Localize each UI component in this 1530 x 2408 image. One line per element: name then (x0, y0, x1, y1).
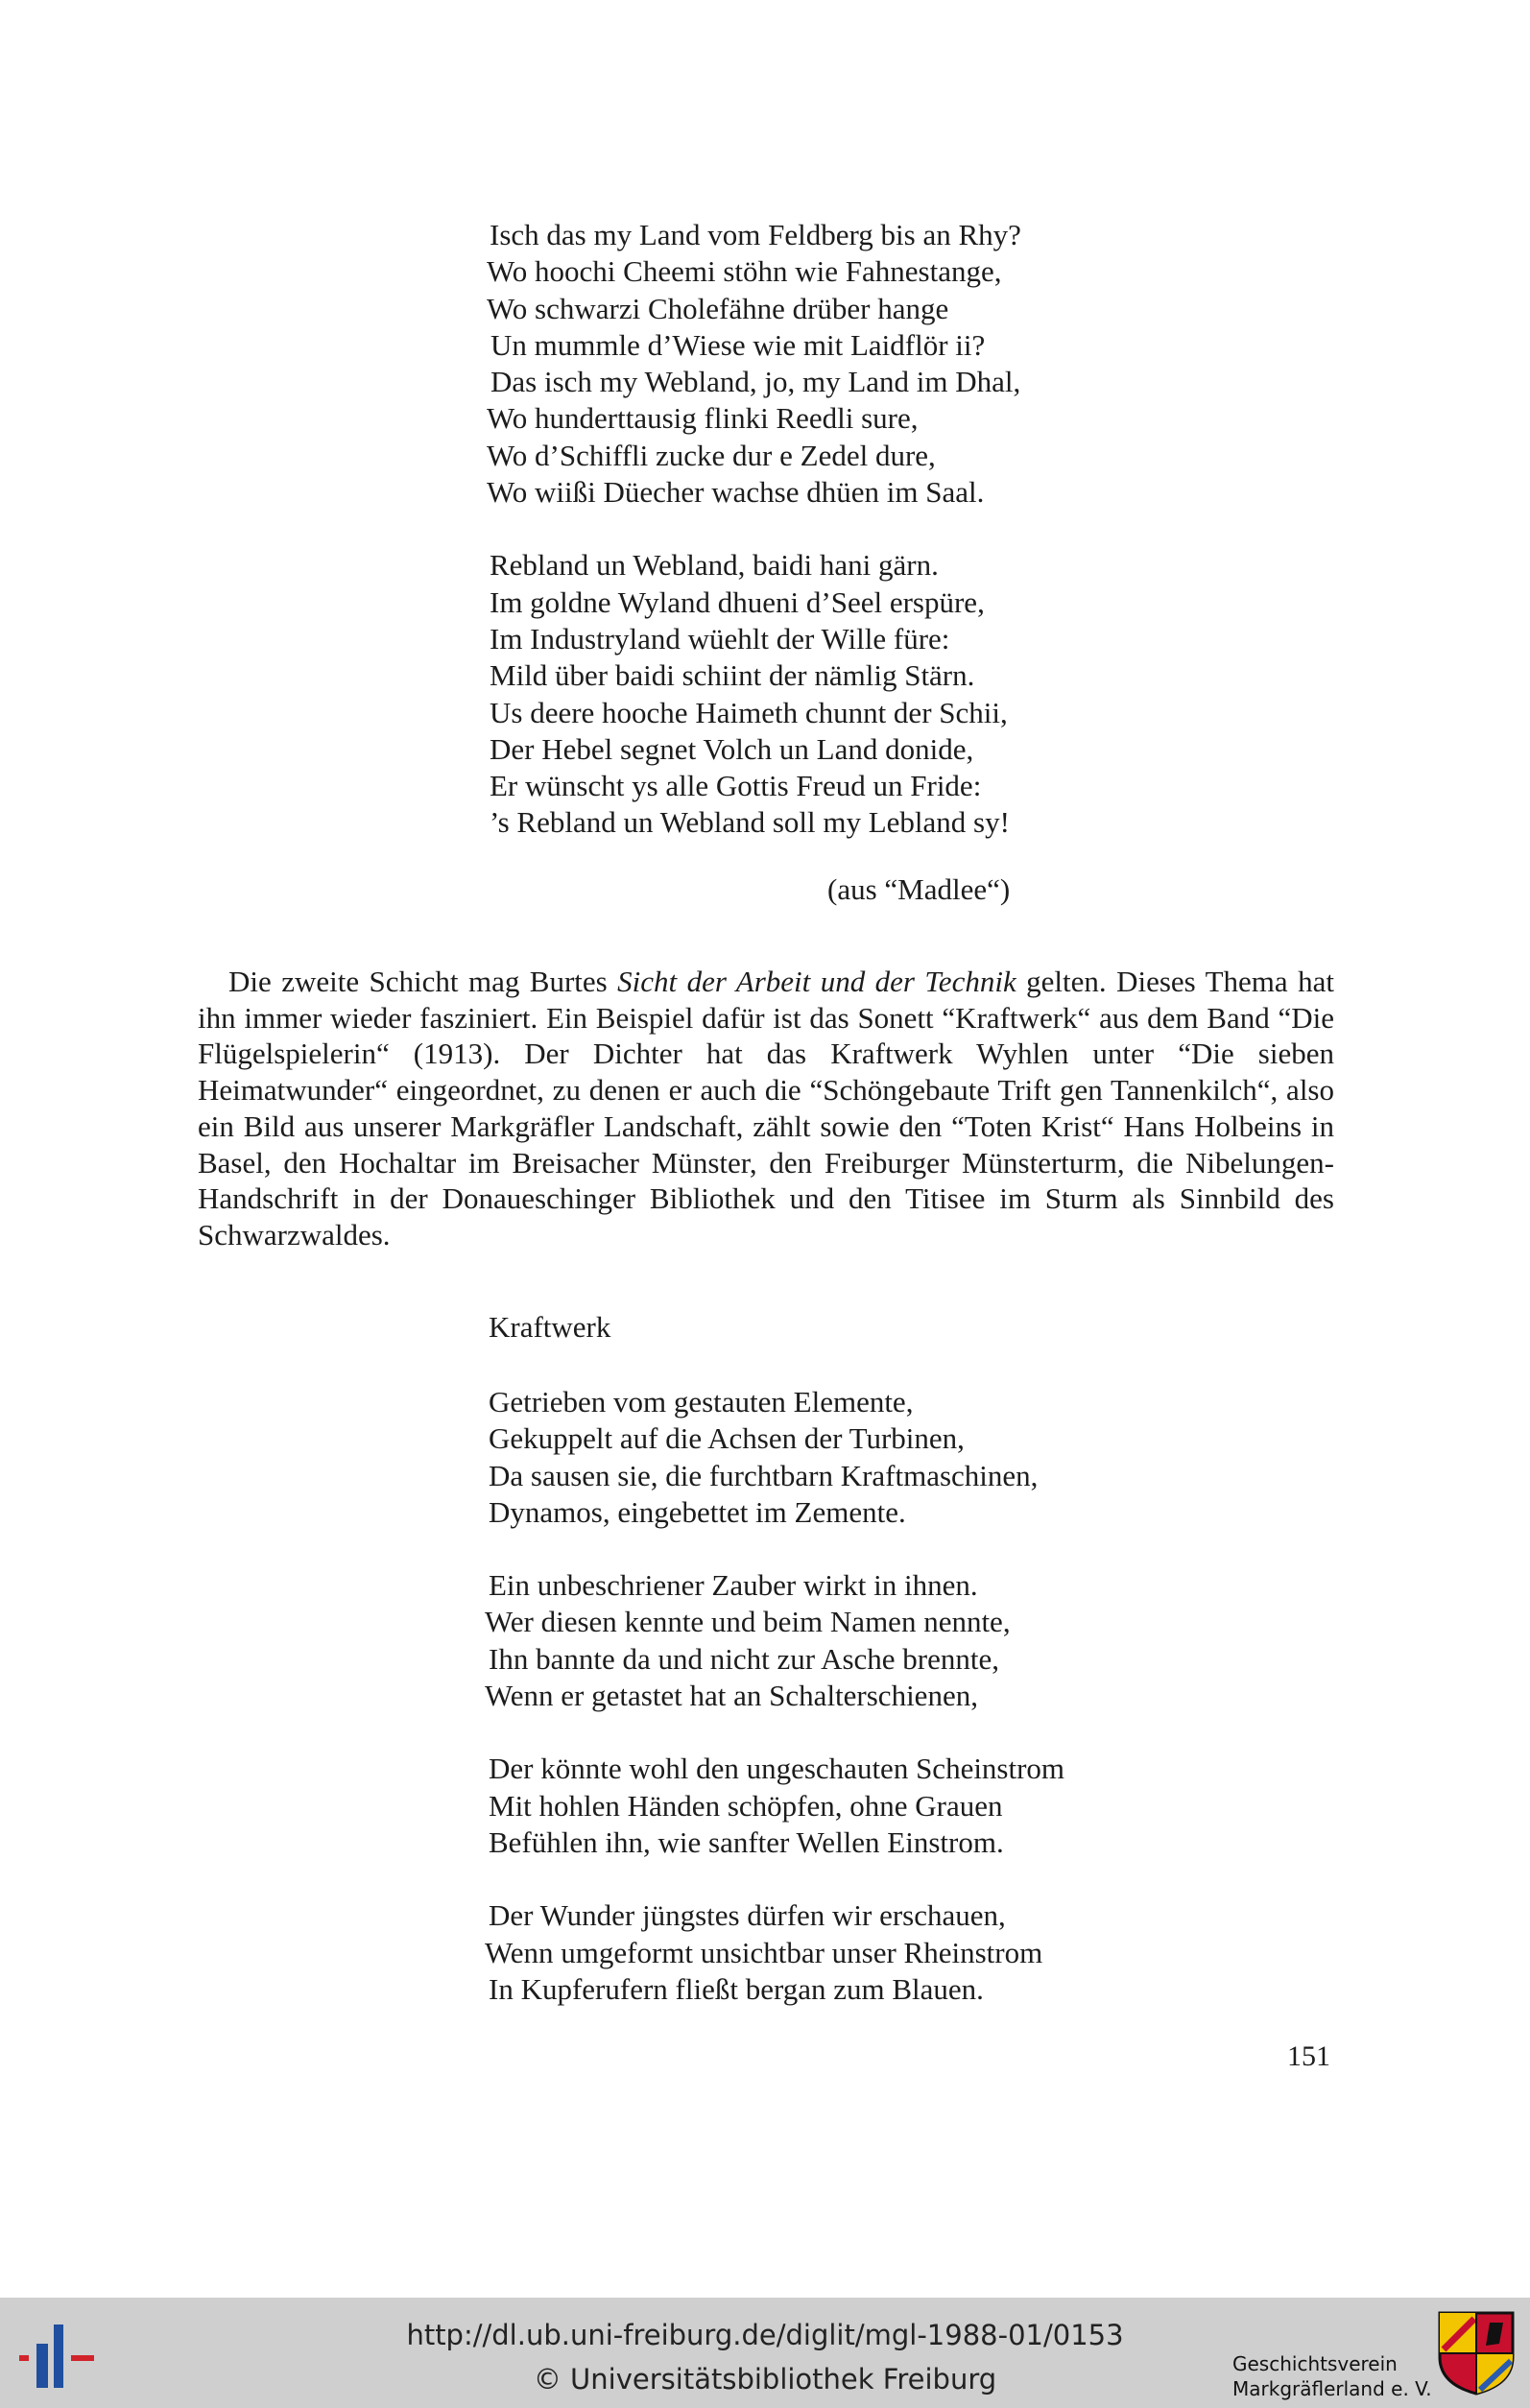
source-url-link[interactable]: http://dl.ub.uni-freiburg.de/diglit/mgl-1988-01/0153 (406, 2319, 1124, 2351)
poem-line: Isch das my Land vom Feldberg bis an Rhy? (490, 218, 1021, 251)
poem-line: ’s Rebland un Webland soll my Lebland sy! (490, 805, 1010, 840)
stanza-gap (485, 1531, 1064, 1567)
sonnet-kraftwerk (485, 1384, 1064, 2008)
poem-line: Er wünscht ys alle Gottis Freud un Fride: (490, 769, 982, 803)
society-name-line: Geschichtsverein (1232, 2352, 1398, 2375)
sonnet-line: Gekuppelt auf die Achsen der Turbinen, (489, 1421, 965, 1456)
poem-madlee (485, 217, 1021, 842)
sonnet-line: Ein unbeschriener Zauber wirkt in ihnen. (489, 1568, 978, 1603)
society-name-line: Markgräflerland e. V. (1232, 2377, 1432, 2400)
poem-line: Rebland un Webland, baidi hani gärn. (490, 548, 939, 583)
sonnet-line: Dynamos, eingebettet im Zemente. (489, 1494, 906, 1529)
sonnet-line: Wenn umgeformt unsichtbar unser Rheinstrom (485, 1935, 1043, 1969)
sonnet-line: Da sausen sie, die furchtbarn Kraftmaschinen, (489, 1458, 1039, 1492)
coat-of-arms-icon (1436, 2309, 1517, 2397)
poem-attribution: (aus “Madlee“) (827, 872, 1011, 906)
poem-line: Der Hebel segnet Volch un Land donide, (490, 731, 974, 766)
poem-line: Wo d’Schiffli zucke dur e Zedel dure, (487, 438, 936, 472)
sonnet-line: Befühlen ihn, wie sanfter Wellen Einstrom. (489, 1824, 1004, 1859)
poem-line: Im Industryland wüehlt der Wille füre: (490, 621, 950, 656)
sonnet-line: Wer diesen kennte und beim Namen nennte, (485, 1605, 1011, 1639)
poem-line: Wo schwarzi Cholefähne drüber hange (487, 291, 949, 325)
poem-line: Wo hoochi Cheemi stöhn wie Fahnestange, (487, 254, 1002, 289)
sonnet-line: Ihn bannte da und nicht zur Asche brennte, (489, 1641, 999, 1676)
society-name (1232, 2351, 1432, 2401)
prose-paragraph (198, 964, 1334, 1253)
poem-line: Mild über baidi schiint der nämlig Stärn. (490, 658, 975, 693)
prose-emphasis: Sicht der Arbeit und der Technik (617, 965, 1016, 998)
poem-line: Im goldne Wyland dhueni d’Seel erspüre, (490, 584, 985, 619)
poem-line: Un mummle d’Wiese wie mit Laidflör ii? (490, 327, 986, 362)
sonnet-line: Getrieben vom gestauten Elemente, (489, 1385, 914, 1419)
stanza-gap (485, 1861, 1064, 1897)
sonnet-line: Der könnte wohl den ungeschauten Scheinstrom (489, 1752, 1065, 1786)
footer-bar (0, 2298, 1530, 2408)
copyright-notice: © Universitätsbibliothek Freiburg (533, 2363, 997, 2396)
sonnet-line: Mit hohlen Händen schöpfen, ohne Grauen (489, 1788, 1003, 1823)
poem-line: Wo hunderttausig flinki Reedli sure, (487, 401, 919, 436)
prose-text-rest: gelten. Dieses Thema hat ihn immer wieder fasziniert. Ein Beispiel dafür ist das Sonett “Kraftwerk“ aus dem Band “Die Flügelspielerin“ (1913). Der Dichter hat das Kraftwerk Wyhlen unter “Die sieben Heimatwunder“ eingeordnet, zu denen er auch die “Schöngebaute Trift gen Tannenkilch“, also ein Bild aus unserer Markgräfler Landschaft, zählt sowie den “Toten Krist“ Hans Holbeins in Basel, den Hochaltar im Breisacher Münster, den Freiburger Münsterturm, die Nibelungen-Handschrift in der Donaueschinger Bibliothek und den Titisee im Sturm als Sinnbild des Schwarzwaldes. (198, 965, 1334, 1252)
sonnet-title: Kraftwerk (489, 1310, 611, 1344)
sonnet-line: In Kupferufern fließt bergan zum Blauen. (489, 1971, 984, 2006)
poem-line: Us deere hooche Haimeth chunnt der Schii, (490, 695, 1008, 729)
poem-line: Wo wiißi Düecher wachse dhüen im Saal. (487, 475, 985, 510)
sonnet-line: Wenn er getastet hat an Schalterschienen, (485, 1679, 978, 1713)
stanza-gap (485, 1714, 1064, 1751)
stanza-gap (485, 511, 1021, 547)
page-number: 151 (1287, 2040, 1330, 2072)
poem-line: Das isch my Webland, jo, my Land im Dhal, (490, 365, 1021, 399)
sonnet-line: Der Wunder jüngstes dürfen wir erschauen, (489, 1898, 1006, 1933)
prose-text-start: Die zweite Schicht mag Burtes (228, 965, 618, 998)
